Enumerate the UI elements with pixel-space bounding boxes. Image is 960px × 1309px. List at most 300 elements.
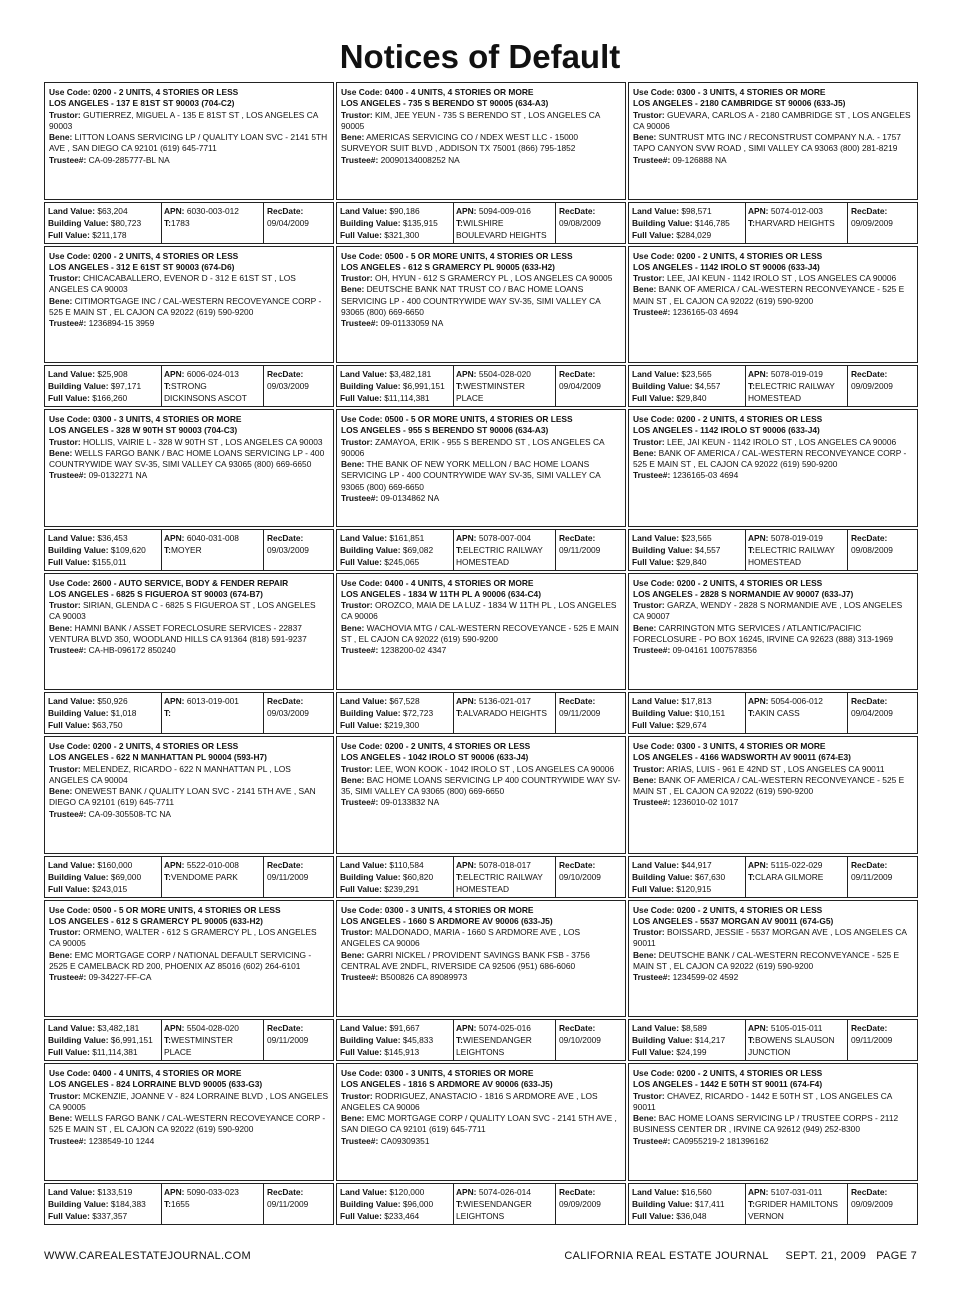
full-value: $233,464 — [384, 1210, 420, 1221]
bene-line — [49, 296, 329, 319]
valuation-cell — [629, 366, 746, 406]
trustor-line — [341, 273, 621, 284]
apn-cell — [746, 366, 848, 406]
land-value-label: Land Value: — [48, 859, 96, 870]
tract-line — [456, 1198, 553, 1222]
land-value: $44,917 — [681, 859, 712, 870]
valuation-cell — [337, 857, 454, 897]
building-value-label: Building Value: — [48, 1198, 109, 1209]
full-value: $24,199 — [676, 1047, 707, 1058]
trustor-label: Trustor: — [633, 273, 665, 284]
full-value-line — [48, 719, 158, 731]
bene-line — [633, 132, 913, 155]
bene-value: SUNTRUST MTG INC / RECONSTRUST COMPANY N.A. - 1757 TAPO CANYON SVW ROAD , SIMI VALLEY CA 93063 (800) 281-8219 — [633, 132, 901, 154]
footer-page: PAGE 7 — [876, 1250, 917, 1262]
apn-value: 5115-022-029 — [770, 859, 823, 870]
recdate-label: RecDate: — [559, 859, 596, 870]
use-code: Use Code: 0400 - 4 UNITS, 4 STORIES OR MORE — [49, 1068, 242, 1078]
trustor-value: LEE, JAI KEUN - 1142 IROLO ST , LOS ANGELES CA 90006 — [666, 273, 897, 284]
recdate-cell — [556, 1184, 625, 1224]
land-value-label: Land Value: — [48, 696, 96, 706]
bene-line — [341, 950, 621, 973]
bene-line — [633, 284, 913, 307]
property-address: LOS ANGELES - 622 N MANHATTAN PL 90004 (593-H7) — [49, 752, 267, 763]
building-value-label: Building Value: — [48, 544, 109, 555]
recdate-cell — [264, 1020, 333, 1060]
tract-value: WILSHIRE BOULEVARD HEIGHTS — [456, 217, 547, 240]
bene-value: BANK OF AMERICA / CAL-WESTERN RECONVEYANCE - 525 E MAIN ST , EL CAJON CA 92022 (619) 590-9200 — [633, 284, 905, 306]
apn-label: APN: — [456, 1023, 477, 1033]
trustor-value: HOLLIS, VAIRIE L - 328 W 90TH ST , LOS ANGELES CA 90003 — [82, 436, 323, 447]
full-value-label: Full Value: — [48, 393, 90, 404]
apn-value: 5522-010-008 — [186, 859, 239, 870]
valuation-cell — [337, 693, 454, 733]
land-value-line — [48, 859, 158, 871]
trustor-line — [633, 110, 913, 133]
recdate-value: 09/11/2009 — [267, 871, 309, 882]
building-value-label: Building Value: — [48, 381, 109, 392]
recdate-cell — [264, 1184, 333, 1224]
recdate-cell — [848, 1020, 917, 1060]
notice-box — [336, 1063, 626, 1181]
building-value-label: Building Value: — [340, 1198, 401, 1209]
notice-column — [336, 82, 626, 1227]
full-value-label: Full Value: — [340, 1210, 382, 1221]
full-value-line — [48, 229, 158, 241]
land-value-line — [48, 532, 158, 544]
bene-value: WELLS FARGO BANK / CAL-WESTERN RECOVEYANCE CORP - 525 E MAIN ST , EL CAJON CA 92022 (619) 590-9200 — [49, 1113, 326, 1135]
apn-value: 5074-025-016 — [478, 1023, 531, 1033]
full-value-label: Full Value: — [632, 229, 674, 240]
full-value: $245,065 — [384, 556, 420, 567]
full-value-line — [340, 1046, 450, 1058]
property-address: LOS ANGELES - 1142 IROLO ST 90006 (633-J4) — [633, 425, 820, 436]
building-value: $45,833 — [402, 1035, 434, 1046]
full-value: $166,260 — [92, 393, 128, 404]
notice-record — [628, 409, 918, 573]
bene-value: CITIMORTGAGE INC / CAL-WESTERN RECOVEYANCE CORP - 525 E MAIN ST , EL CAJON CA 92022 (619) 590-9200 — [49, 295, 322, 317]
trustee-line — [341, 645, 621, 656]
apn-value: 5074-012-003 — [770, 205, 823, 216]
recdate-label: RecDate: — [267, 1023, 304, 1033]
trustee-value: 1236165-03 4694 — [672, 470, 739, 481]
use-code: Use Code: 0300 - 3 UNITS, 4 STORIES OR MORE — [341, 904, 534, 915]
building-value: $135,915 — [402, 217, 438, 228]
trustor-label: Trustor: — [633, 927, 665, 938]
trustor-line — [633, 273, 913, 284]
apn-label: APN: — [164, 369, 185, 379]
land-value-label: Land Value: — [48, 1186, 96, 1197]
full-value-label: Full Value: — [632, 556, 674, 567]
land-value-label: Land Value: — [632, 369, 680, 379]
land-value: $133,519 — [97, 1186, 133, 1197]
full-value-label: Full Value: — [632, 720, 674, 731]
full-value: $29,840 — [676, 556, 707, 567]
tract-value: ELECTRIC RAILWAY HOMESTEAD — [748, 544, 835, 567]
tract-value: ELECTRIC RAILWAY HOMESTEAD — [456, 871, 543, 894]
apn-value: 5105-015-011 — [770, 1023, 823, 1033]
building-value: $60,820 — [402, 871, 434, 882]
recdate-label: RecDate: — [267, 205, 304, 216]
recdate-value: 09/04/2009 — [851, 708, 893, 719]
trustee-label: Trustee#: — [49, 1135, 87, 1146]
use-code: Use Code: 0200 - 2 UNITS, 4 STORIES OR LESS — [633, 414, 823, 424]
land-value-line — [632, 859, 742, 871]
land-value: $3,482,181 — [97, 1023, 140, 1033]
recdate-value: 09/09/2009 — [851, 217, 893, 228]
building-value-line — [632, 1198, 742, 1210]
bene-label: Bene: — [633, 1113, 657, 1124]
trustee-value: 09-01133059 NA — [380, 318, 444, 329]
tract-line — [164, 217, 261, 229]
valuation-cell — [629, 857, 746, 897]
valuation-cell — [45, 203, 162, 243]
full-value-line — [340, 556, 450, 568]
land-value-line — [48, 205, 158, 217]
recdate-label: RecDate: — [559, 205, 596, 216]
recdate-label: RecDate: — [559, 1023, 596, 1033]
notice-record — [336, 1063, 626, 1227]
notice-record — [628, 573, 918, 737]
building-value-label: Building Value: — [340, 1035, 401, 1046]
property-address: LOS ANGELES - 1834 W 11TH PL A 90006 (634-C4) — [341, 588, 541, 599]
trustee-line — [341, 972, 621, 983]
building-value-line — [340, 544, 450, 556]
full-value: $211,178 — [92, 229, 127, 240]
full-value-label: Full Value: — [340, 1047, 382, 1058]
recdate-label: RecDate: — [267, 1186, 304, 1197]
trustor-label: Trustor: — [49, 1090, 81, 1101]
valuation-cell — [337, 530, 454, 570]
building-value-line — [340, 380, 450, 392]
land-value-line — [632, 1022, 742, 1034]
trustee-value: 1238549-10 1244 — [88, 1135, 155, 1146]
tract-label: T: — [456, 217, 463, 228]
recdate-value: 09/11/2009 — [267, 1198, 309, 1209]
recdate-label: RecDate: — [267, 369, 304, 379]
land-value-line — [340, 695, 450, 707]
building-value-line — [340, 217, 450, 229]
trustor-line — [633, 600, 913, 623]
property-address: LOS ANGELES - 1042 IROLO ST 90006 (633-J4) — [341, 752, 529, 763]
values-box — [336, 365, 626, 407]
apn-label: APN: — [748, 859, 769, 870]
tract-label: T: — [748, 708, 755, 719]
trustor-value: ARIAS, LUIS - 961 E 42ND ST , LOS ANGELES CA 90011 — [666, 763, 885, 774]
trustor-label: Trustor: — [49, 109, 81, 120]
trustor-line — [341, 437, 621, 460]
trustee-value: 1234599-02 4592 — [672, 972, 739, 983]
apn-value: 5078-019-019 — [770, 369, 823, 379]
values-box — [628, 1183, 918, 1225]
trustee-value: 09-0132271 NA — [88, 470, 148, 481]
building-value: $184,383 — [110, 1198, 146, 1209]
values-box — [336, 1183, 626, 1225]
recdate-label: RecDate: — [851, 369, 888, 379]
bene-label: Bene: — [341, 284, 365, 295]
trustee-label: Trustee#: — [633, 797, 671, 808]
bene-value: DEUTSCHE BANK NAT TRUST CO / BAC HOME LOANS SERVICING LP - 400 COUNTRYWIDE WAY SV-35, SIMI VALLEY CA 93065 (800) 669-6650 — [341, 284, 601, 317]
trustee-line — [49, 1136, 329, 1147]
property-address: LOS ANGELES - 2180 CAMBRIDGE ST 90006 (633-J5) — [633, 98, 846, 109]
recdate-cell — [556, 1020, 625, 1060]
trustee-value: B500826 CA 89089973 — [380, 972, 468, 983]
bene-line — [633, 623, 913, 646]
building-value-label: Building Value: — [340, 871, 401, 882]
property-address: LOS ANGELES - 1660 S ARDMORE AV 90006 (633-J5) — [341, 915, 553, 926]
building-value-label: Building Value: — [340, 381, 401, 392]
trustee-value: 09-126888 NA — [672, 154, 727, 165]
building-value-line — [632, 380, 742, 392]
tract-value: AKIN CASS — [754, 708, 800, 719]
building-value-label: Building Value: — [632, 544, 693, 555]
land-value-line — [632, 368, 742, 380]
tract-label: T: — [164, 1198, 171, 1209]
building-value: $1,018 — [110, 708, 137, 719]
use-code: Use Code: 0300 - 3 UNITS, 4 STORIES OR MORE — [633, 741, 826, 751]
building-value: $4,557 — [694, 381, 721, 392]
property-address: LOS ANGELES - 1142 IROLO ST 90006 (633-J4) — [633, 261, 820, 272]
building-value: $14,217 — [694, 1035, 726, 1046]
trustor-label: Trustor: — [341, 600, 373, 611]
notice-column — [628, 82, 918, 1227]
full-value: $11,114,381 — [384, 393, 430, 404]
land-value: $36,453 — [97, 532, 128, 543]
tract-line — [748, 707, 845, 719]
apn-cell — [162, 693, 264, 733]
recdate-cell — [556, 693, 625, 733]
trustee-line — [633, 1136, 913, 1147]
notice-box — [336, 82, 626, 200]
recdate-cell — [264, 857, 333, 897]
full-value-line — [48, 883, 158, 895]
recdate-value: 09/09/2009 — [851, 1198, 893, 1209]
trustor-value: BOISSARD, JESSIE - 5537 MORGAN AVE , LOS ANGELES CA 90011 — [633, 927, 907, 949]
property-address: LOS ANGELES - 735 S BERENDO ST 90005 (634-A3) — [341, 98, 549, 109]
bene-label: Bene: — [49, 447, 73, 458]
trustor-label: Trustor: — [633, 600, 665, 611]
building-value: $17,411 — [694, 1198, 725, 1209]
bene-value: HAMNI BANK / ASSET FORECLOSURE SERVICES - 22837 VENTURA BLVD 350, WOODLAND HILLS CA 91364 (818) 591-9237 — [49, 622, 307, 644]
bene-label: Bene: — [633, 447, 657, 458]
valuation-cell — [337, 203, 454, 243]
values-box — [44, 1183, 334, 1225]
notice-record — [44, 246, 334, 410]
building-value-line — [340, 707, 450, 719]
recdate-value: 09/09/2009 — [559, 1198, 601, 1209]
apn-value: 5107-031-011 — [770, 1186, 823, 1197]
bene-label: Bene: — [341, 622, 365, 633]
recdate-label: RecDate: — [267, 859, 304, 870]
building-value: $6,991,151 — [402, 381, 445, 392]
notice-record — [336, 573, 626, 737]
apn-line — [748, 695, 845, 707]
apn-value: 5136-021-017 — [478, 696, 531, 706]
valuation-cell — [629, 1020, 746, 1060]
apn-cell — [746, 203, 848, 243]
bene-line — [341, 775, 621, 798]
full-value-line — [48, 1046, 158, 1058]
full-value-line — [340, 229, 450, 241]
land-value-label: Land Value: — [632, 205, 680, 216]
notice-record — [44, 82, 334, 246]
apn-cell — [746, 1020, 848, 1060]
notice-record — [44, 1063, 334, 1227]
apn-cell — [162, 366, 264, 406]
valuation-cell — [629, 693, 746, 733]
bene-label: Bene: — [49, 1113, 73, 1124]
full-value-line — [48, 556, 158, 568]
tract-label: T: — [456, 708, 463, 719]
bene-value: WELLS FARGO BANK / BAC HOME LOANS SERVICING LP - 400 COUNTRYWIDE WAY SV-35, SIMI VALLEY CA 93065 (800) 669-6650 — [49, 447, 325, 470]
full-value-label: Full Value: — [632, 393, 674, 404]
property-address: LOS ANGELES - 137 E 81ST ST 90003 (704-C2) — [49, 98, 235, 109]
use-code: Use Code: 0200 - 2 UNITS, 4 STORIES OR LESS — [633, 904, 823, 915]
recdate-value: 09/11/2009 — [851, 871, 893, 882]
apn-line — [748, 859, 845, 871]
bene-label: Bene: — [49, 949, 73, 960]
apn-cell — [162, 1184, 264, 1224]
building-value-label: Building Value: — [48, 708, 109, 719]
land-value: $25,908 — [97, 369, 128, 379]
building-value-label: Building Value: — [632, 871, 693, 882]
property-address: LOS ANGELES - 5537 MORGAN AV 90011 (674-G5) — [633, 915, 834, 926]
trustee-line — [633, 307, 913, 318]
trustee-label: Trustee#: — [633, 306, 671, 317]
land-value-line — [340, 532, 450, 544]
building-value-line — [632, 871, 742, 883]
recdate-label: RecDate: — [559, 369, 596, 379]
trustee-label: Trustee#: — [49, 972, 87, 983]
notice-column — [44, 82, 334, 1227]
property-address: LOS ANGELES - 1816 S ARDMORE AV 90006 (633-J5) — [341, 1079, 553, 1090]
trustor-value: GUTIERREZ, MIGUEL A - 135 E 81ST ST , LOS ANGELES CA 90003 — [49, 109, 318, 131]
tract-label: T: — [164, 544, 171, 555]
land-value: $67,528 — [389, 696, 420, 706]
trustee-label: Trustee#: — [633, 154, 671, 165]
trustor-line — [633, 927, 913, 950]
building-value-line — [632, 707, 742, 719]
bene-value: EMC MORTGAGE CORP / NATIONAL DEFAULT SERVICING - 2525 E CAMELBACK RD 200, PHOENIX AZ 85016 (602) 264-6101 — [49, 949, 312, 971]
full-value-line — [632, 1210, 742, 1222]
trustee-value: 1238200-02 4347 — [380, 645, 447, 656]
recdate-cell — [848, 1184, 917, 1224]
apn-label: APN: — [164, 696, 185, 706]
land-value-line — [48, 368, 158, 380]
use-code: Use Code: 0200 - 2 UNITS, 4 STORIES OR LESS — [341, 741, 531, 751]
building-value-line — [48, 1198, 158, 1210]
building-value-line — [632, 544, 742, 556]
use-code: Use Code: 0200 - 2 UNITS, 4 STORIES OR LESS — [49, 87, 239, 97]
bene-label: Bene: — [341, 1113, 365, 1124]
land-value: $91,667 — [389, 1023, 420, 1033]
full-value-label: Full Value: — [48, 1047, 90, 1058]
building-value: $80,723 — [110, 217, 142, 228]
tract-label: T: — [748, 1035, 755, 1046]
apn-value: 5074-026-014 — [478, 1186, 531, 1197]
trustor-label: Trustor: — [49, 763, 81, 774]
recdate-label: RecDate: — [559, 696, 596, 706]
tract-value: 1655 — [170, 1198, 190, 1209]
bene-value: BANK OF AMERICA / CAL-WESTERN RECONVEYANCE - 525 E MAIN ST , EL CAJON CA 92022 (619) 590-9200 — [633, 774, 905, 797]
trustor-value: CHAVEZ, RICARDO - 1442 E 50TH ST , LOS ANGELES CA 90011 — [633, 1090, 892, 1112]
building-value-label: Building Value: — [48, 1035, 109, 1046]
recdate-value: 09/03/2009 — [267, 381, 309, 392]
trustor-line — [633, 1091, 913, 1114]
full-value-label: Full Value: — [48, 1210, 90, 1221]
building-value-label: Building Value: — [340, 217, 401, 228]
bene-line — [341, 623, 621, 646]
trustee-label: Trustee#: — [341, 797, 379, 808]
recdate-cell — [556, 203, 625, 243]
trustee-value: CA-09-305508-TC NA — [88, 808, 171, 819]
notice-record — [628, 900, 918, 1064]
trustor-value: OH, HYUN - 612 S GRAMERCY PL , LOS ANGELES CA 90005 — [374, 273, 613, 284]
recdate-label: RecDate: — [851, 532, 888, 543]
tract-value: WESTMINSTER PLACE — [456, 381, 525, 404]
land-value-label: Land Value: — [48, 1023, 96, 1033]
land-value-label: Land Value: — [48, 205, 96, 216]
bene-label: Bene: — [341, 949, 365, 960]
recdate-label: RecDate: — [267, 696, 304, 706]
trustee-label: Trustee#: — [341, 1135, 379, 1146]
tract-value: GRIDER HAMILTONS VERNON — [748, 1198, 838, 1221]
trustor-label: Trustor: — [341, 763, 373, 774]
trustee-line — [341, 155, 621, 166]
land-value: $50,926 — [97, 696, 128, 706]
notice-box — [44, 736, 334, 854]
recdate-value: 09/11/2009 — [851, 1035, 893, 1046]
full-value: $219,300 — [384, 720, 420, 731]
apn-label: APN: — [456, 532, 477, 543]
tract-value: STRONG DICKINSONS ASCOT — [164, 381, 247, 404]
trustor-label: Trustor: — [633, 109, 665, 120]
tract-label: T: — [748, 381, 755, 392]
trustor-value: LEE, JAI KEUN - 1142 IROLO ST , LOS ANGELES CA 90006 — [666, 436, 897, 447]
full-value-line — [340, 392, 450, 404]
trustee-label: Trustee#: — [633, 470, 671, 481]
trustee-line — [633, 645, 913, 656]
trustor-label: Trustor: — [49, 927, 81, 938]
apn-line — [164, 859, 261, 871]
building-value: $146,785 — [694, 217, 730, 228]
trustor-value: GUEVARA, CARLOS A - 2180 CAMBRIDGE ST , LOS ANGELES CA 90006 — [633, 109, 911, 131]
bene-line — [49, 448, 329, 471]
tract-label: T: — [164, 871, 171, 882]
trustor-line — [341, 764, 621, 775]
property-address: LOS ANGELES - 312 E 61ST ST 90003 (674-D6) — [49, 261, 235, 272]
apn-line — [164, 205, 261, 217]
trustee-label: Trustee#: — [633, 1135, 671, 1146]
tract-value: VENDOME PARK — [170, 871, 238, 882]
bene-label: Bene: — [633, 284, 657, 295]
apn-line — [748, 1022, 845, 1034]
apn-label: APN: — [164, 532, 185, 543]
tract-line — [456, 871, 553, 895]
apn-label: APN: — [748, 205, 769, 216]
recdate-value: 09/04/2009 — [267, 217, 309, 228]
tract-value: MOYER — [170, 544, 202, 555]
tract-line — [164, 871, 261, 883]
land-value-label: Land Value: — [340, 1186, 388, 1197]
property-address: LOS ANGELES - 4166 WADSWORTH AV 90011 (674-E3) — [633, 752, 851, 763]
apn-label: APN: — [748, 532, 769, 543]
land-value: $63,204 — [97, 205, 128, 216]
trustee-value: 20090134008252 NA — [380, 154, 460, 165]
building-value-label: Building Value: — [48, 871, 109, 882]
building-value: $96,000 — [402, 1198, 434, 1209]
trustor-label: Trustor: — [341, 436, 373, 447]
